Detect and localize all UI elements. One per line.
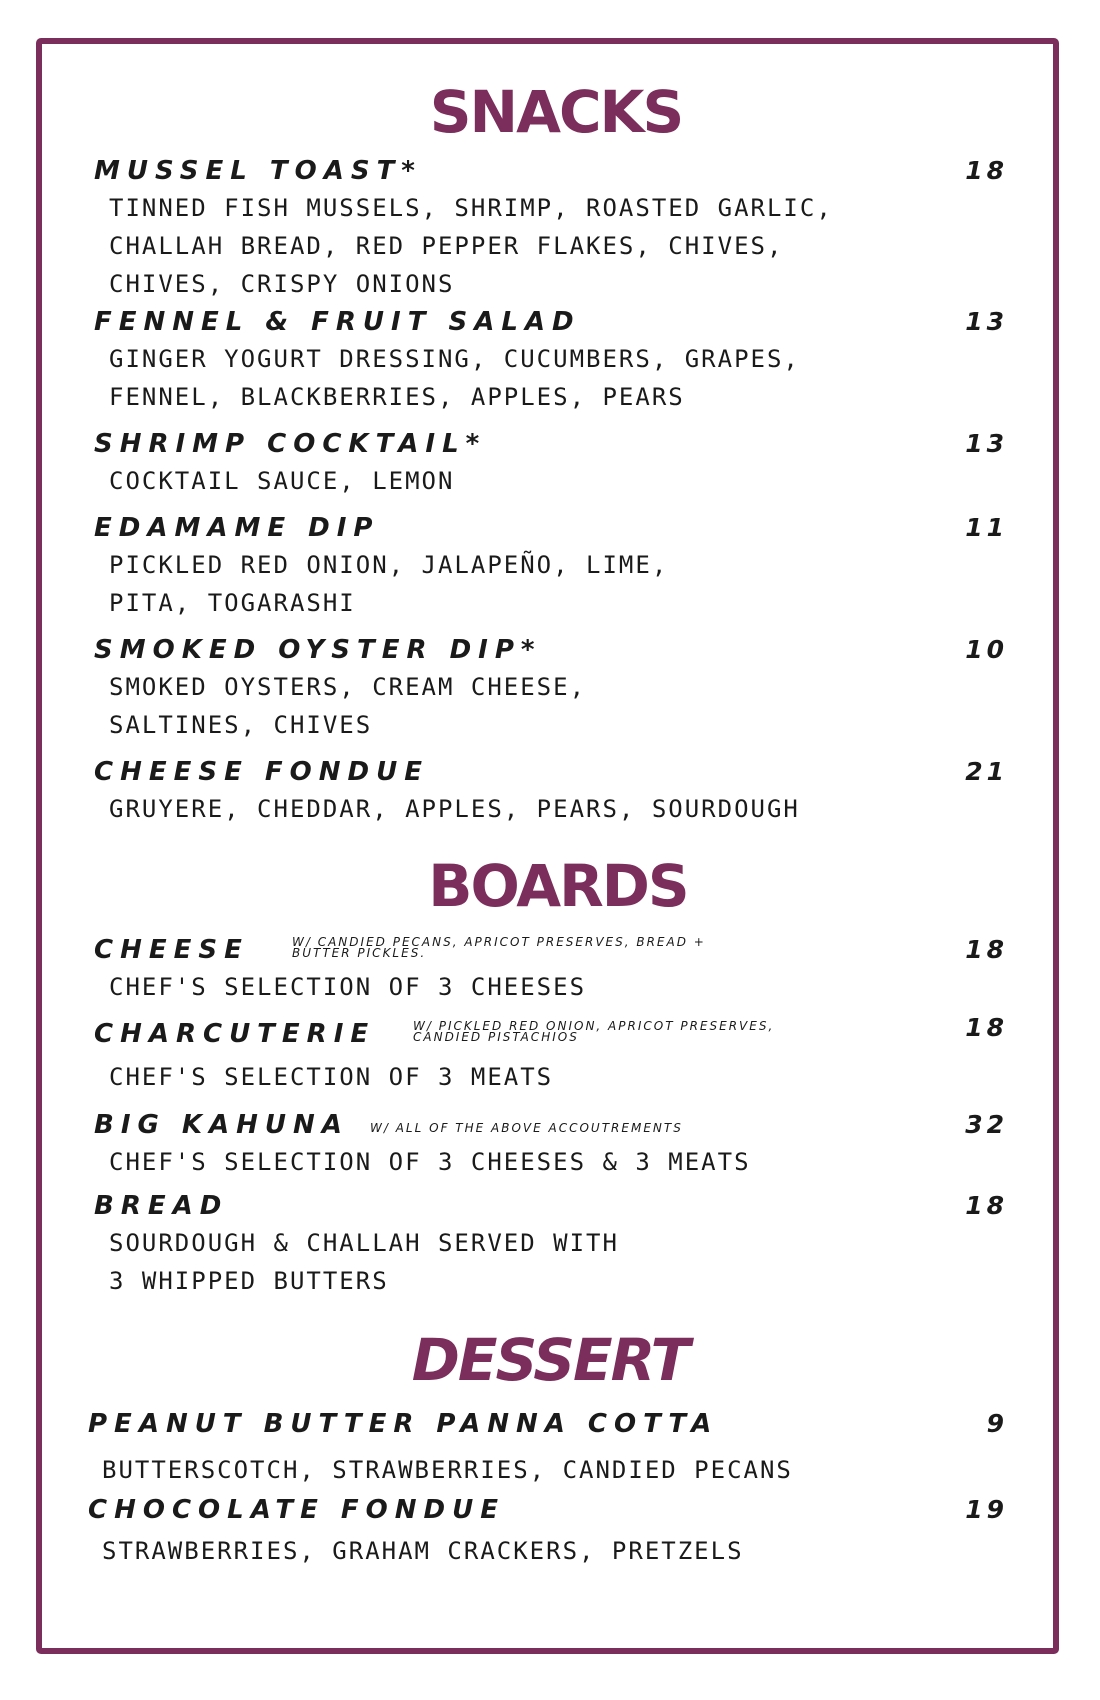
item-price: 10 [965, 635, 1008, 664]
item-price: 13 [965, 429, 1008, 458]
item-price: 9 [986, 1409, 1008, 1438]
item-price: 18 [965, 1013, 1008, 1042]
item-description: CHEF'S SELECTION OF 3 CHEESES [109, 973, 587, 1001]
item-price: 18 [965, 156, 1008, 185]
item-price: 19 [965, 1495, 1008, 1524]
item-price: 32 [965, 1110, 1008, 1139]
item-name: SHRIMP COCKTAIL* [94, 429, 487, 459]
item-description: COCKTAIL SAUCE, LEMON [109, 467, 455, 495]
item-name: MUSSEL TOAST* [94, 156, 422, 186]
item-price: 18 [965, 1191, 1008, 1220]
item-name: FENNEL & FRUIT SALAD [94, 307, 581, 337]
item-price: 11 [965, 513, 1008, 542]
item-price: 21 [965, 757, 1008, 786]
item-accompaniments-note: W/ PICKLED RED ONION, APRICOT PRESERVES, CANDIED PISTACHIOS [413, 1019, 775, 1044]
boards-heading: BOARDS [428, 852, 688, 920]
item-name: SMOKED OYSTER DIP* [94, 635, 542, 665]
item-description: BUTTERSCOTCH, STRAWBERRIES, CANDIED PECANS [102, 1456, 793, 1484]
item-description: GRUYERE, CHEDDAR, APPLES, PEARS, SOURDOUGH [109, 795, 800, 823]
item-name: CHARCUTERIE [94, 1019, 376, 1049]
item-name: PEANUT BUTTER PANNA COTTA [88, 1409, 719, 1439]
item-description: GINGER YOGURT DRESSING, CUCUMBERS, GRAPES, FENNEL, BLACKBERRIES, APPLES, PEARS [109, 345, 800, 411]
item-name: EDAMAME DIP [94, 513, 380, 543]
item-name: CHOCOLATE FONDUE [88, 1495, 505, 1525]
item-description: CHEF'S SELECTION OF 3 CHEESES & 3 MEATS [109, 1148, 751, 1176]
item-description: SMOKED OYSTERS, CREAM CHEESE, SALTINES, CHIVES [109, 673, 587, 739]
item-name: CHEESE [94, 935, 249, 965]
item-accompaniments-note: W/ CANDIED PECANS, APRICOT PRESERVES, BREAD + BUTTER PICKLES. [292, 935, 706, 960]
item-description: SOURDOUGH & CHALLAH SERVED WITH 3 WHIPPED BUTTERS [109, 1229, 619, 1295]
item-price: 18 [965, 935, 1008, 964]
item-price: 13 [965, 307, 1008, 336]
item-name: BREAD [94, 1191, 229, 1221]
dessert-heading: DESSERT [411, 1326, 689, 1394]
snacks-heading: SNACKS [429, 78, 683, 146]
item-name: BIG KAHUNA [94, 1110, 349, 1140]
item-description: PICKLED RED ONION, JALAPEÑO, LIME, PITA, TOGARASHI [109, 551, 669, 617]
item-description: TINNED FISH MUSSELS, SHRIMP, ROASTED GARLIC, CHALLAH BREAD, RED PEPPER FLAKES, CHIVES, CHIVES, CRISPY ONIONS [109, 194, 833, 298]
item-name: CHEESE FONDUE [94, 757, 429, 787]
item-description: STRAWBERRIES, GRAHAM CRACKERS, PRETZELS [102, 1537, 744, 1565]
item-description: CHEF'S SELECTION OF 3 MEATS [109, 1063, 554, 1091]
item-accompaniments-note: W/ ALL OF THE ABOVE ACCOUTREMENTS [370, 1121, 683, 1135]
